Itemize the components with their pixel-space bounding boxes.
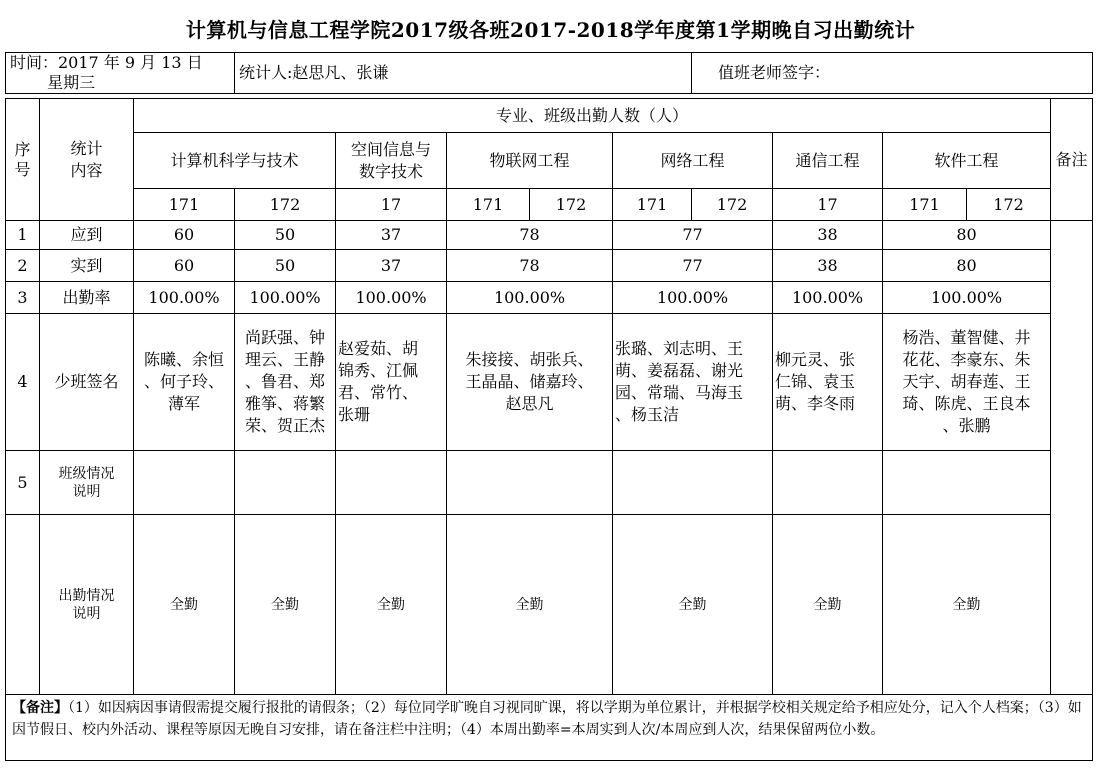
value-cell: 100.00%: [613, 282, 773, 314]
major-software: 软件工程: [883, 133, 1051, 189]
row-number: 4: [6, 314, 40, 451]
attendance-cell: 全勤: [336, 515, 447, 695]
class-header: 17: [336, 189, 447, 221]
row-class-note: [6, 451, 1093, 515]
major-spatial: 空间信息与 数字技术: [336, 133, 447, 189]
row-actual: [6, 250, 1093, 282]
value-cell: 100.00%: [134, 282, 235, 314]
teacher-sign-cell: 值班老师签字：: [692, 53, 1093, 94]
value-cell: 77: [613, 221, 773, 250]
value-cell: 37: [336, 221, 447, 250]
class-header: 171: [447, 189, 530, 221]
class-header: 172: [235, 189, 336, 221]
absent-names: 尚跃强、钟 理云、王静 、鲁君、郑 雅筝、蒋繁 荣、贺正杰: [235, 314, 336, 451]
value-cell: 78: [447, 221, 613, 250]
value-cell: 60: [134, 250, 235, 282]
attendance-cell: 全勤: [134, 515, 235, 695]
row-absent: [6, 314, 1093, 451]
major-cs: 计算机科学与技术: [134, 133, 336, 189]
row-number: 2: [6, 250, 40, 282]
note-cell: [883, 451, 1051, 515]
row-label: 实到: [40, 250, 134, 282]
value-cell: 38: [773, 221, 883, 250]
major-iot: 物联网工程: [447, 133, 613, 189]
major-comm: 通信工程: [773, 133, 883, 189]
value-cell: 37: [336, 250, 447, 282]
remark-cell: [1051, 221, 1093, 695]
header-row-classes: [6, 189, 1093, 221]
row-label: 少班签名: [40, 314, 134, 451]
footnote-head: 【备注】: [12, 700, 68, 716]
row-rate: [6, 282, 1093, 314]
major-network: 网络工程: [613, 133, 773, 189]
note-cell: [134, 451, 235, 515]
absent-names: 陈曦、余恒 、何子玲、 薄军: [134, 314, 235, 451]
value-cell: 78: [447, 250, 613, 282]
value-cell: 100.00%: [773, 282, 883, 314]
class-header: 172: [967, 189, 1051, 221]
row-number: 3: [6, 282, 40, 314]
seq-header: 序号: [6, 99, 40, 221]
row-label: 出勤情况 说明: [40, 515, 134, 695]
row-label: 出勤率: [40, 282, 134, 314]
value-cell: 80: [883, 250, 1051, 282]
class-header: 171: [613, 189, 692, 221]
attendance-table: [5, 52, 1093, 761]
footnote-row: [6, 695, 1093, 761]
note-cell: [773, 451, 883, 515]
content-header: 统计 内容: [40, 99, 134, 221]
attendance-cell: 全勤: [613, 515, 773, 695]
value-cell: 100.00%: [336, 282, 447, 314]
value-cell: 38: [773, 250, 883, 282]
footnote-text: （1）如因病因事请假需提交履行报批的请假条；（2）每位同学旷晚自习视同旷课，将以学期为单位累计，并根据学校相关规定给予相应处分，记入个人档案；（3）如因节假日、校内外活动、课程等原因无晚自习安排，请在备注栏中注明；（4）本周出勤率=本周实到人次/本周应到人次，结果保留两位小数。: [12, 700, 1082, 738]
value-cell: 77: [613, 250, 773, 282]
value-cell: 50: [235, 221, 336, 250]
absent-names: 杨浩、董智健、井 花花、李豪东、朱 天宇、胡春莲、王 琦、陈虎、王良本 、张鹏: [883, 314, 1051, 451]
group-header: 专业、班级出勤人数（人）: [134, 99, 1051, 133]
note-cell: [613, 451, 773, 515]
attendance-cell: 全勤: [235, 515, 336, 695]
note-cell: [336, 451, 447, 515]
statistician-cell: 统计人:赵思凡、张谦: [235, 53, 692, 94]
absent-names: 柳元灵、张 仁锦、袁玉 萌、李冬雨: [773, 314, 883, 451]
absent-names: 朱接接、胡张兵、 王晶晶、储嘉玲、 赵思凡: [447, 314, 613, 451]
footnote-cell: [6, 695, 1093, 761]
row-number: 1: [6, 221, 40, 250]
row-expected: [6, 221, 1093, 250]
class-header: 17: [773, 189, 883, 221]
date-text: 时间：2017 年 9 月 13 日: [10, 53, 203, 72]
class-header: 171: [134, 189, 235, 221]
row-label: 班级情况 说明: [40, 451, 134, 515]
row-attendance-note: [6, 515, 1093, 695]
value-cell: 60: [134, 221, 235, 250]
class-header: 172: [692, 189, 773, 221]
info-row: [6, 53, 1093, 94]
remark-header: 备注: [1051, 99, 1093, 221]
row-number: 5: [6, 451, 40, 515]
class-header: 171: [883, 189, 967, 221]
value-cell: 50: [235, 250, 336, 282]
class-header: 172: [530, 189, 613, 221]
sheet-title: 计算机与信息工程学院2017级各班2017-2018学年度第1学期晚自习出勤统计: [185, 18, 916, 42]
header-row-majors: [6, 133, 1093, 189]
attendance-cell: 全勤: [447, 515, 613, 695]
value-cell: 80: [883, 221, 1051, 250]
header-row-group: [6, 99, 1093, 133]
row-label: 应到: [40, 221, 134, 250]
note-cell: [235, 451, 336, 515]
value-cell: 100.00%: [447, 282, 613, 314]
note-cell: [447, 451, 613, 515]
absent-names: 张璐、刘志明、王 萌、姜磊磊、谢光 园、常瑞、马海玉 、杨玉洁: [613, 314, 773, 451]
absent-names: 赵爱茹、胡 锦秀、江佩 君、常竹、 张珊: [336, 314, 447, 451]
value-cell: 100.00%: [235, 282, 336, 314]
row-number: [6, 515, 40, 695]
attendance-cell: 全勤: [773, 515, 883, 695]
value-cell: 100.00%: [883, 282, 1051, 314]
weekday-text: 星期三: [47, 73, 96, 92]
date-cell: [6, 53, 235, 94]
attendance-cell: 全勤: [883, 515, 1051, 695]
